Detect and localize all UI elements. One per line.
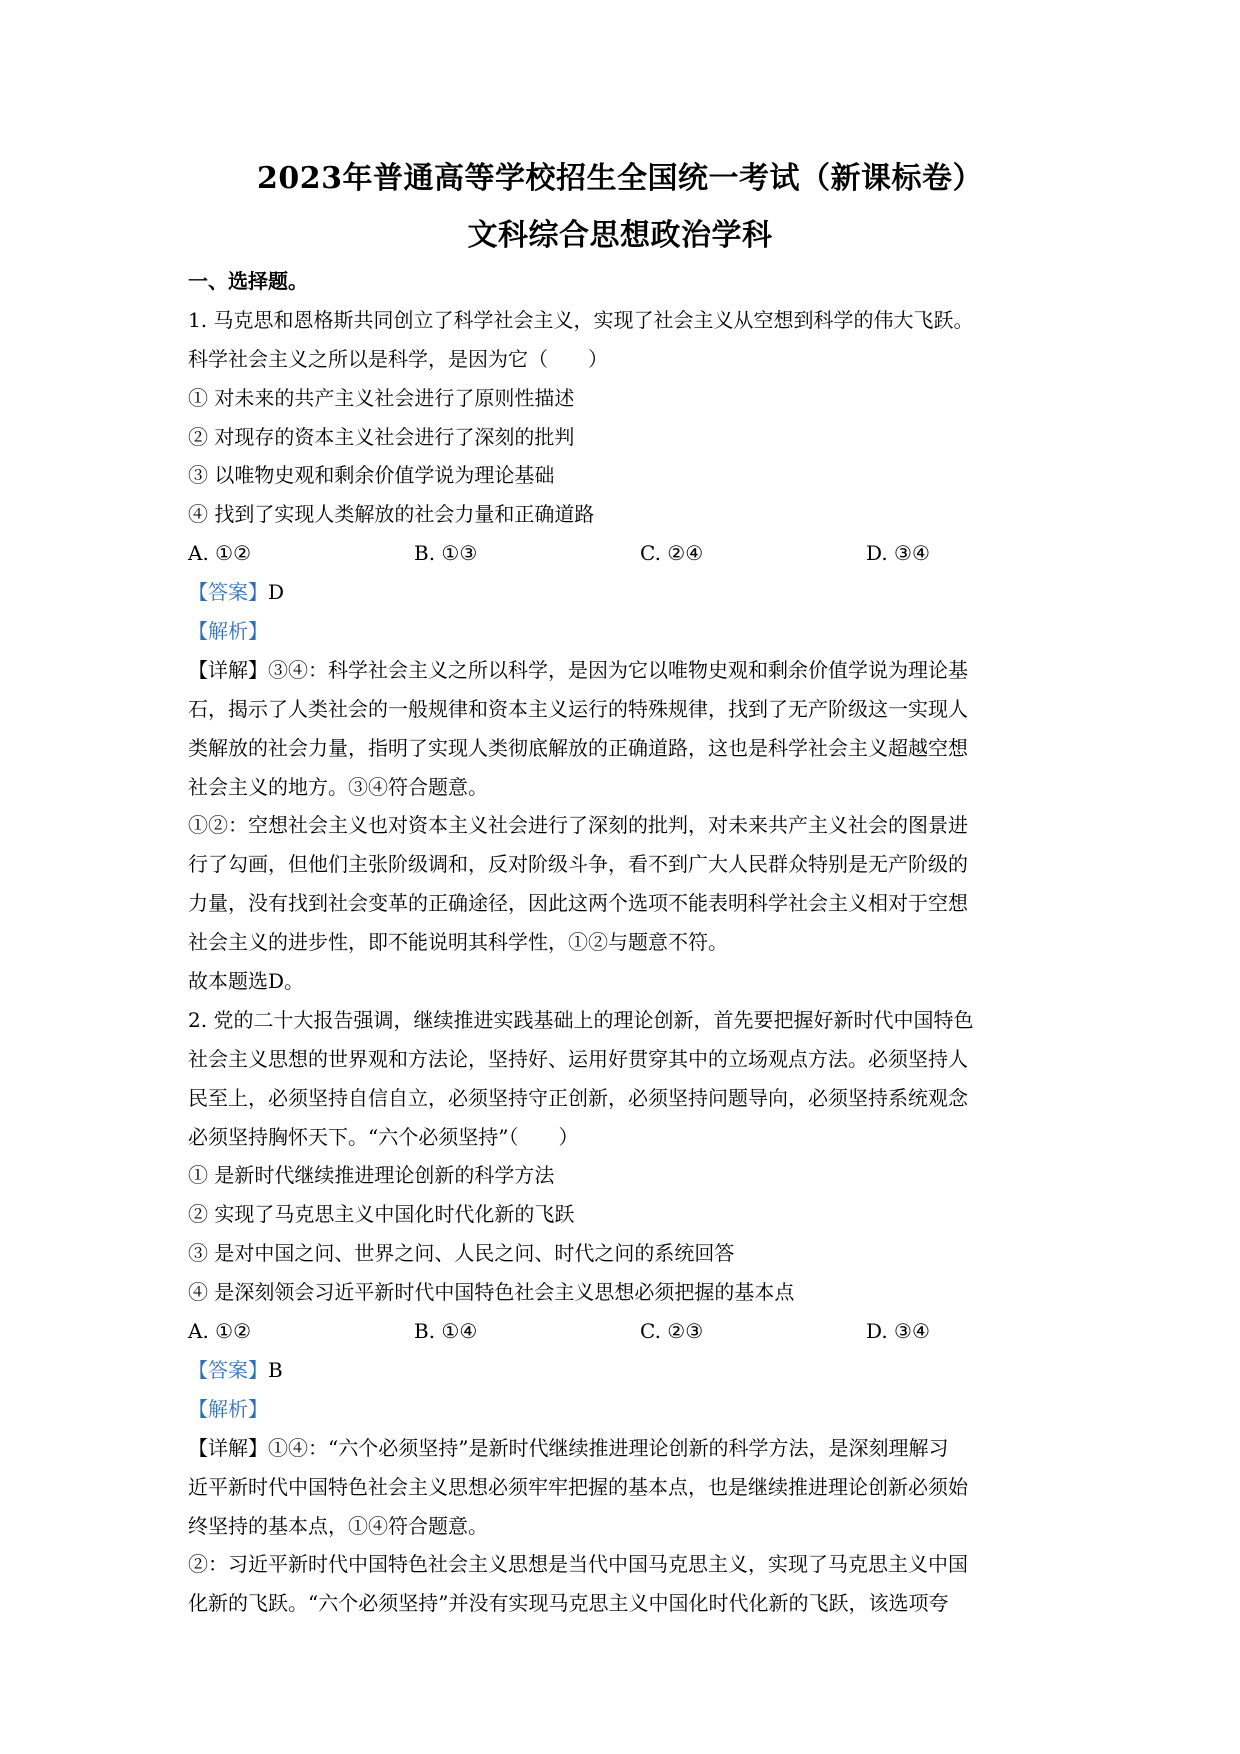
q1-choice-a: A. ①②: [188, 541, 252, 566]
q2-choice-a: A. ①②: [188, 1319, 252, 1344]
q1-conclusion: 故本题选D。: [188, 969, 305, 994]
q1-choice-b: B. ①③: [414, 541, 478, 566]
q2-choice-c: C. ②③: [640, 1319, 704, 1344]
q1-detail-line: 社会主义的进步性，即不能说明其科学性，①②与题意不符。: [188, 930, 728, 955]
detail-text: ①④：“六个必须坚持”是新时代继续推进理论创新的科学方法，是深刻理解习: [268, 1435, 949, 1460]
answer-label: 【答案】: [188, 580, 268, 605]
q1-detail-line: 行了勾画，但他们主张阶级调和，反对阶级斗争，看不到广大人民群众特别是无产阶级的: [188, 852, 968, 877]
q1-detail-line: 类解放的社会力量，指明了实现人类彻底解放的正确道路，这也是科学社会主义超越空想: [188, 735, 968, 760]
answer-label: 【答案】: [188, 1357, 268, 1382]
q2-detail-line: 近平新时代中国特色社会主义思想必须牢牢把握的基本点，也是继续推进理论创新必须始: [188, 1474, 968, 1499]
q2-analysis-label: 【解析】: [188, 1396, 268, 1421]
q1-choices: [188, 534, 1058, 573]
q2-choice-d: D. ③④: [866, 1319, 930, 1344]
q1-answer: [188, 573, 1058, 612]
q1-stem-line: 1. 马克思和恩格斯共同创立了科学社会主义，实现了社会主义从空想到科学的伟大飞跃。: [188, 307, 974, 332]
answer-value: D: [268, 580, 285, 605]
q1-option: ② 对现存的资本主义社会进行了深刻的批判: [188, 424, 575, 449]
q2-stem-line: 必须坚持胸怀天下。“六个必须坚持”（ ）: [188, 1124, 579, 1149]
q1-option: ③ 以唯物史观和剩余价值学说为理论基础: [188, 463, 555, 488]
detail-label: 【详解】: [188, 1435, 268, 1460]
q2-option: ② 实现了马克思主义中国化时代化新的飞跃: [188, 1202, 575, 1227]
document-body: [188, 262, 1058, 1623]
q2-stem-line: 民至上，必须坚持自信自立，必须坚持守正创新，必须坚持问题导向，必须坚持系统观念: [188, 1085, 968, 1110]
q1-analysis-label: 【解析】: [188, 619, 268, 644]
q2-detail-line: 终坚持的基本点，①④符合题意。: [188, 1513, 488, 1538]
detail-text: ③④：科学社会主义之所以科学，是因为它以唯物史观和剩余价值学说为理论基: [268, 657, 968, 682]
q1-detail-line: 社会主义的地方。③④符合题意。: [188, 774, 488, 799]
q1-option: ① 对未来的共产主义社会进行了原则性描述: [188, 385, 575, 410]
exam-title: 2023年普通高等学校招生全国统一考试（新课标卷）: [257, 161, 983, 196]
q1-stem-line: 科学社会主义之所以是科学，是因为它（ ）: [188, 346, 608, 371]
section-heading: 一、选择题。: [188, 269, 308, 293]
q1-choice-d: D. ③④: [866, 541, 930, 566]
q2-answer: [188, 1351, 1058, 1390]
q2-choice-b: B. ①④: [414, 1319, 478, 1344]
q2-stem-line: 社会主义思想的世界观和方法论，坚持好、运用好贯穿其中的立场观点方法。必须坚持人: [188, 1046, 968, 1071]
q2-detail-line: 化新的飞跃。“六个必须坚持”并没有实现马克思主义中国化时代化新的飞跃，该选项夸: [188, 1591, 949, 1616]
answer-value: B: [268, 1357, 283, 1382]
exam-subtitle: 文科综合思想政治学科: [467, 218, 773, 253]
detail-label: 【详解】: [188, 657, 268, 682]
q2-option: ④ 是深刻领会习近平新时代中国特色社会主义思想必须把握的基本点: [188, 1280, 795, 1305]
q1-detail-line: 石，揭示了人类社会的一般规律和资本主义运行的特殊规律，找到了无产阶级这一实现人: [188, 696, 968, 721]
q2-option: ③ 是对中国之问、世界之问、人民之问、时代之问的系统回答: [188, 1241, 735, 1266]
q1-detail-line: 力量，没有找到社会变革的正确途径，因此这两个选项不能表明科学社会主义相对于空想: [188, 891, 968, 916]
q2-detail-line: [188, 1429, 1058, 1468]
q1-detail-line: [188, 651, 1058, 690]
q2-stem-line: 2. 党的二十大报告强调，继续推进实践基础上的理论创新，首先要把握好新时代中国特色: [188, 1007, 974, 1032]
q1-detail-line: ①②：空想社会主义也对资本主义社会进行了深刻的批判，对未来共产主义社会的图景进: [188, 813, 968, 838]
q1-choice-c: C. ②④: [640, 541, 704, 566]
q2-option: ① 是新时代继续推进理论创新的科学方法: [188, 1163, 555, 1188]
q2-detail-line: ②：习近平新时代中国特色社会主义思想是当代中国马克思主义，实现了马克思主义中国: [188, 1552, 968, 1577]
q1-option: ④ 找到了实现人类解放的社会力量和正确道路: [188, 502, 595, 527]
q2-choices: [188, 1312, 1058, 1351]
